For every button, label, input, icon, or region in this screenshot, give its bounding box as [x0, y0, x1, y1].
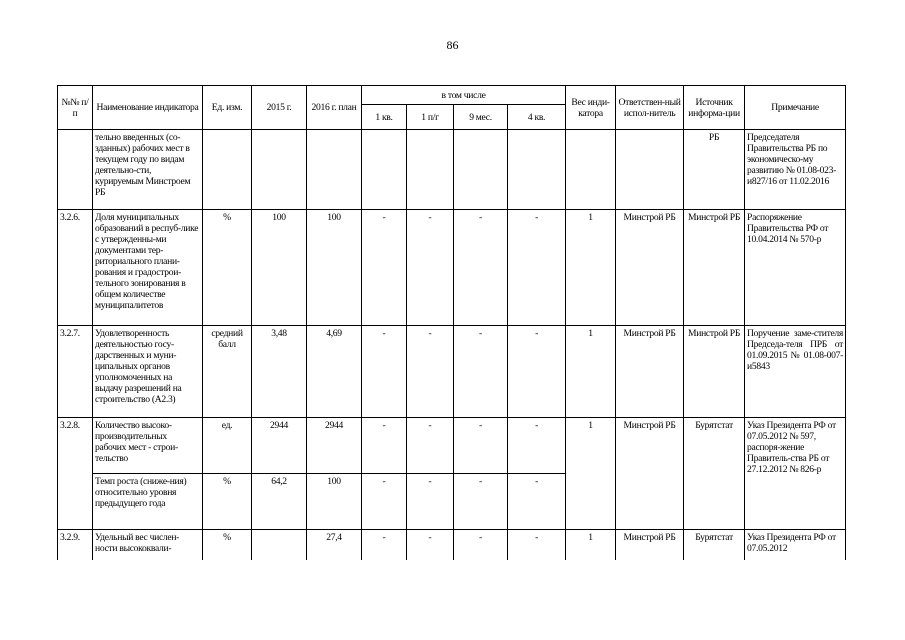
cell-2015	[252, 530, 307, 560]
cell-source: Минстрой РБ	[684, 326, 745, 418]
cell-exec	[616, 130, 684, 210]
cell-exec: Минстрой РБ	[616, 530, 684, 560]
cell-h1: -	[407, 326, 454, 418]
cell-9m: -	[454, 210, 508, 326]
header-note: Примечание	[745, 86, 846, 130]
cell-exec: Минстрой РБ	[616, 210, 684, 326]
cell-note: Указ Президента РФ от 07.05.2012 № 597, распоря-жение Правитель-ства РБ от 27.12.2012 № 826-р	[745, 418, 846, 530]
table-row-3-2-9	[58, 530, 846, 560]
indicators-table	[57, 85, 846, 560]
cell-h1	[407, 130, 454, 210]
cell-2015	[252, 130, 307, 210]
cell-note: Указ Президента РФ от 07.05.2012	[745, 530, 846, 560]
cell-q1: -	[362, 418, 407, 474]
cell-weight: 1	[566, 210, 616, 326]
cell-unit: %	[203, 474, 252, 530]
cell-9m: -	[454, 530, 508, 560]
cell-name: Доля муниципальных образований в респуб-лике с утвержденны-ми документами тер-риториального плани-рования и градострои-тельного зонирования в общем количестве муниципалитетов	[93, 210, 203, 326]
cell-2016: 100	[307, 474, 362, 530]
cell-q4: -	[508, 474, 566, 530]
cell-name: Темп роста (сниже-ния) относительно уровня предыдущего года	[93, 474, 203, 530]
cell-name: тельно введенных (со-зданных) рабочих мест в текущем году по видам деятельно-сти, курируемым Минстроем РБ	[93, 130, 203, 210]
cell-note: Поручение заме-стителя Председа-теля ПРБ от 01.09.2015 № 01.08-007-и5843	[745, 326, 846, 418]
header-2016: 2016 г. план	[307, 86, 362, 130]
cell-weight: 1	[566, 326, 616, 418]
cell-q1	[362, 130, 407, 210]
cell-2016: 4,69	[307, 326, 362, 418]
cell-9m	[454, 130, 508, 210]
header-incl: в том числе	[362, 86, 566, 105]
cell-note: Председателя Правительства РБ по экономическо-му развитию № 01.08-023-и827/16 от 11.02.2016	[745, 130, 846, 210]
cell-weight: 1	[566, 530, 616, 560]
cell-source: Минстрой РБ	[684, 210, 745, 326]
cell-weight	[566, 130, 616, 210]
cell-exec: Минстрой РБ	[616, 326, 684, 418]
cell-unit: ед.	[203, 418, 252, 474]
header-h1: 1 п/г	[407, 105, 454, 130]
table-row-3-2-8	[58, 418, 846, 474]
cell-9m: -	[454, 418, 508, 474]
header-2015: 2015 г.	[252, 86, 307, 130]
cell-source: Бурятстат	[684, 530, 745, 560]
cell-q4: -	[508, 326, 566, 418]
cell-exec: Минстрой РБ	[616, 418, 684, 530]
cell-num: 3.2.8.	[58, 418, 93, 530]
header-num: №№ п/п	[58, 86, 93, 130]
header-row	[58, 86, 846, 105]
cell-source: РБ	[684, 130, 745, 210]
page-number: 86	[446, 38, 459, 52]
cell-q4: -	[508, 210, 566, 326]
header-unit: Ед. изм.	[203, 86, 252, 130]
header-name: Наименование индикатора	[93, 86, 203, 130]
cell-2016: 27,4	[307, 530, 362, 560]
table-row-3-2-7	[58, 326, 846, 418]
cell-2015: 100	[252, 210, 307, 326]
cell-name: Удовлетворенность деятельностью госу-дарственных и муни-ципальных органов уполномоченных на выдачу разрешений на строительство (А2.3)	[93, 326, 203, 418]
cell-q4: -	[508, 530, 566, 560]
cell-q1: -	[362, 474, 407, 530]
cell-2016: 100	[307, 210, 362, 326]
cell-num: 3.2.6.	[58, 210, 93, 326]
cell-2016	[307, 130, 362, 210]
cell-q4	[508, 130, 566, 210]
cell-num: 3.2.9.	[58, 530, 93, 560]
cell-unit: %	[203, 210, 252, 326]
header-q1: 1 кв.	[362, 105, 407, 130]
header-exec: Ответствен-ный испол-нитель	[616, 86, 684, 130]
cell-h1: -	[407, 418, 454, 474]
header-q4: 4 кв.	[508, 105, 566, 130]
cell-name: Удельный вес числен-ности высококвали-	[93, 530, 203, 560]
cell-unit: средний балл	[203, 326, 252, 418]
header-weight: Вес инди-катора	[566, 86, 616, 130]
cell-2016: 2944	[307, 418, 362, 474]
cell-q1: -	[362, 530, 407, 560]
cell-num: 3.2.7.	[58, 326, 93, 418]
cell-q1: -	[362, 326, 407, 418]
cell-q4: -	[508, 418, 566, 474]
cell-2015: 64,2	[252, 474, 307, 530]
cell-9m: -	[454, 474, 508, 530]
cell-q1: -	[362, 210, 407, 326]
cell-name: Количество высоко-производительных рабочих мест - строи-тельство	[93, 418, 203, 474]
cell-num	[58, 130, 93, 210]
cell-h1: -	[407, 210, 454, 326]
cell-h1: -	[407, 474, 454, 530]
cell-source: Бурятстат	[684, 418, 745, 530]
table-row-3-2-6	[58, 210, 846, 326]
cell-9m: -	[454, 326, 508, 418]
cell-unit: %	[203, 530, 252, 560]
cell-note: Распоряжение Правительства РФ от 10.04.2014 № 570-р	[745, 210, 846, 326]
header-9m: 9 мес.	[454, 105, 508, 130]
cell-2015: 2944	[252, 418, 307, 474]
cell-2015: 3,48	[252, 326, 307, 418]
cell-unit	[203, 130, 252, 210]
table-row-continuation	[58, 130, 846, 210]
cell-weight: 1	[566, 418, 616, 530]
cell-h1: -	[407, 530, 454, 560]
header-source: Источник информа-ции	[684, 86, 745, 130]
